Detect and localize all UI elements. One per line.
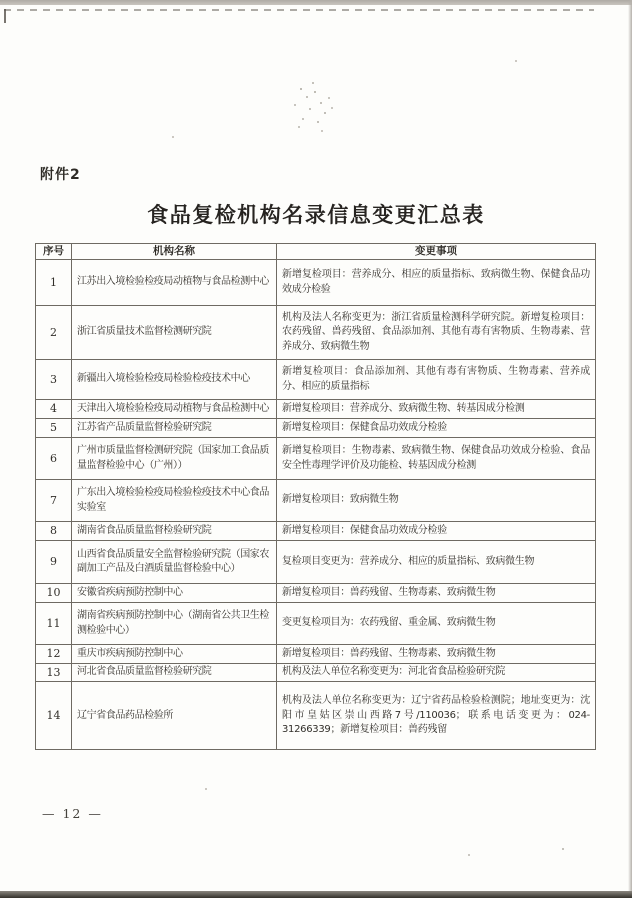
header-change-items: 变更事项	[277, 244, 596, 260]
page-title: 食品复检机构名录信息变更汇总表	[147, 203, 485, 227]
institution-name-cell: 广东出入境检验检疫局检验检疫技术中心食品实验室	[72, 480, 277, 522]
change-items-cell: 复检项目变更为：营养成分、相应的质量指标、致病微生物	[277, 541, 596, 584]
table-row	[36, 360, 596, 400]
serial-number-cell: 12	[36, 645, 72, 664]
table-row	[36, 419, 596, 438]
institution-name-cell: 湖南省食品质量监督检验研究院	[72, 522, 277, 541]
scan-artifact-line	[4, 9, 594, 11]
scan-artifact-tick	[4, 9, 6, 23]
change-items-cell: 新增复检项目：营养成分、致病微生物、转基因成分检测	[277, 400, 596, 419]
change-items-cell: 机构及法人单位名称变更为：河北省食品检验研究院	[277, 663, 596, 682]
change-items-cell: 机构及法人单位名称变更为：辽宁省药品检验检测院；地址变更为：沈阳市皇姑区崇山西路7号/110036；联系电话变更为：024-31266339；新增复检项目：兽药残留	[277, 682, 596, 750]
institution-name-cell: 江苏省产品质量监督检验研究院	[72, 419, 277, 438]
table-row	[36, 260, 596, 306]
change-items-cell: 新增复检项目：兽药残留、生物毒素、致病微生物	[277, 645, 596, 664]
table-row	[36, 438, 596, 480]
serial-number-cell: 1	[36, 260, 72, 306]
table-row	[36, 480, 596, 522]
scan-right-edge	[628, 0, 632, 898]
change-items-cell: 新增复检项目：食品添加剂、其他有毒有害物质、生物毒素、营养成分、相应的质量指标	[277, 360, 596, 400]
serial-number-cell: 10	[36, 584, 72, 603]
institution-name-cell: 天津出入境检验检疫局动植物与食品检测中心	[72, 400, 277, 419]
attachment-label: 附件2	[40, 167, 81, 183]
table-row	[36, 645, 596, 664]
serial-number-cell: 3	[36, 360, 72, 400]
serial-number-cell: 14	[36, 682, 72, 750]
institution-name-cell: 河北省食品质量监督检验研究院	[72, 663, 277, 682]
institution-name-cell: 山西省食品质量安全监督检验研究院（国家农副加工产品及白酒质量监督检验中心）	[72, 541, 277, 584]
change-items-cell: 新增复检项目：生物毒素、致病微生物、保健食品功效成分检验、食品安全性毒理学评价及功能检、转基因成分检测	[277, 438, 596, 480]
change-items-cell: 新增复检项目：营养成分、相应的质量指标、致病微生物、保健食品功效成分检验	[277, 260, 596, 306]
serial-number-cell: 4	[36, 400, 72, 419]
table-row	[36, 522, 596, 541]
serial-number-cell: 5	[36, 419, 72, 438]
serial-number-cell: 11	[36, 603, 72, 645]
institution-name-cell: 湖南省疾病预防控制中心（湖南省公共卫生检测检验中心）	[72, 603, 277, 645]
scan-noise-speckles	[300, 88, 302, 90]
change-items-cell: 新增复检项目：保健食品功效成分检验	[277, 522, 596, 541]
table-row	[36, 584, 596, 603]
header-serial-number: 序号	[36, 244, 72, 260]
serial-number-cell: 7	[36, 480, 72, 522]
serial-number-cell: 2	[36, 306, 72, 360]
change-items-cell: 变更复检项目为：农药残留、重金属、致病微生物	[277, 603, 596, 645]
table-header-row	[36, 244, 596, 260]
table-row	[36, 541, 596, 584]
institution-name-cell: 重庆市疾病预防控制中心	[72, 645, 277, 664]
header-institution-name: 机构名称	[72, 244, 277, 260]
change-items-cell: 新增复检项目：保健食品功效成分检验	[277, 419, 596, 438]
change-items-cell: 新增复检项目：致病微生物	[277, 480, 596, 522]
serial-number-cell: 9	[36, 541, 72, 584]
scan-bottom-edge	[0, 891, 632, 898]
serial-number-cell: 13	[36, 663, 72, 682]
table-row	[36, 603, 596, 645]
institution-name-cell: 新疆出入境检验检疫局检验检疫技术中心	[72, 360, 277, 400]
table-row	[36, 306, 596, 360]
table-row	[36, 682, 596, 750]
table-container	[35, 243, 596, 750]
page-number: — 12 —	[42, 806, 103, 821]
serial-number-cell: 6	[36, 438, 72, 480]
table-row	[36, 663, 596, 682]
institution-name-cell: 浙江省质量技术监督检测研究院	[72, 306, 277, 360]
change-items-cell: 机构及法人名称变更为：浙江省质量检测科学研究院。新增复检项目：农药残留、兽药残留、食品添加剂、其他有毒有害物质、生物毒素、营养成分、致病微生物	[277, 306, 596, 360]
scan-top-edge	[0, 0, 632, 5]
institution-name-cell: 辽宁省食品药品检验所	[72, 682, 277, 750]
change-summary-table	[35, 243, 596, 750]
change-items-cell: 新增复检项目：兽药残留、生物毒素、致病微生物	[277, 584, 596, 603]
table-row	[36, 400, 596, 419]
institution-name-cell: 江苏出入境检验检疫局动植物与食品检测中心	[72, 260, 277, 306]
institution-name-cell: 安徽省疾病预防控制中心	[72, 584, 277, 603]
serial-number-cell: 8	[36, 522, 72, 541]
institution-name-cell: 广州市质量监督检测研究院（国家加工食品质量监督检验中心（广州））	[72, 438, 277, 480]
